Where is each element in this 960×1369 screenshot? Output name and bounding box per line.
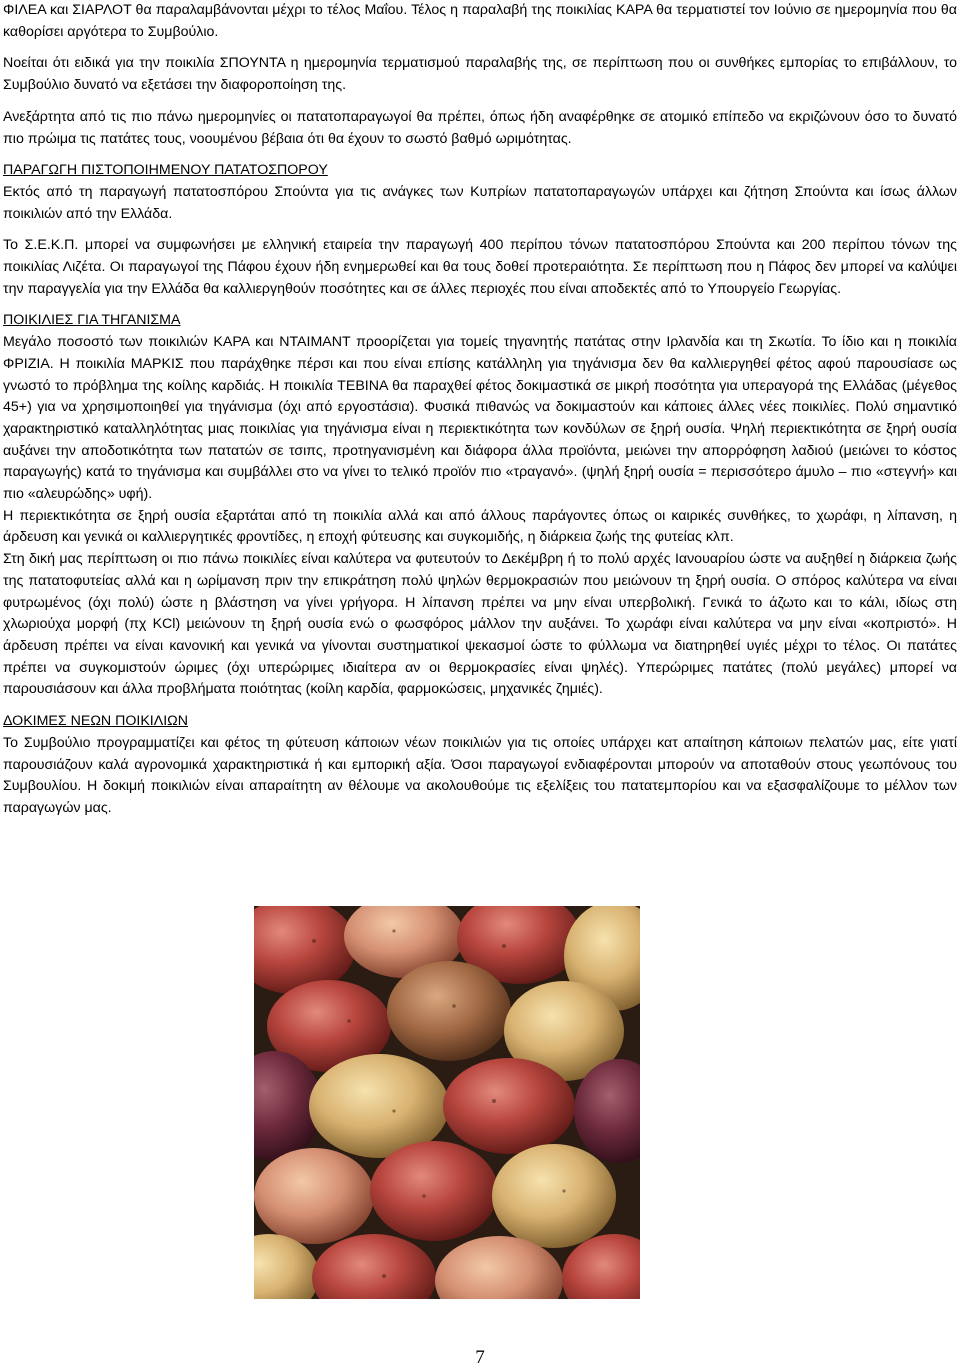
section-frying-varieties xyxy=(3,310,957,701)
section-paragraph: Εκτός από τη παραγωγή πατατοσπόρου Σπούντα για τις ανάγκες των Κυπρίων πατατοπαραγωγών υπάρχει και ζήτηση Σπούντα και ίσως άλλων ποικιλιών από την Ελλάδα. xyxy=(3,183,957,222)
section-heading: ΠΟΙΚΙΛΙΕΣ ΓΙΑ ΤΗΓΑΝΙΣΜΑ xyxy=(3,312,181,329)
section-paragraph: Στη δική μας περίπτωση οι πιο πάνω ποικιλίες είναι καλύτερα να φυτευτούν το Δεκέμβρη ή το πολύ αρχές Ιανουαρίου ώστε να αυξηθεί η διάρκεια ζωής της πατατοφυτείας αλλά και η ωρίμανση πριν την επικράτηση πολύ ψηλών θερμοκρασιών που μειώνουν τη ξηρή ουσία. Ο σπόρος καλύτερα να είναι φυτρωμένος (όχι πολύ) ώστε η βλάστηση να γίνει γρήγορα. Η λίπανση πρέπει να μην είναι υπερβολική. Γενικά το άζωτο και το κάλι, ιδίως στη χλωριούχα μορφή (πχ KCl) μειώνουν τη ξηρή ουσία ενώ ο φωσφόρος μάλλον την αυξάνει. Το χωράφι είναι καλύτερα να μην είναι «κοπριστό». Η άρδευση πρέπει να είναι κανονική και γενικά να γίνονται συστηματικοί ψεκασμοί ώστε το φύλλωμα να διατηρηθεί υγιές μέχρι το τέλος. Οι πατάτες πρέπει να συγκομιστούν ώριμες (όχι υπερώριμες ιδιαίτερα αν οι θερμοκρασίες είναι ψηλές). Υπερώριμες πατάτες (πολύ μεγάλες) μπορεί να παρουσιάσουν και άλλα προβλήματα ποιότητας (κοίλη καρδία, φαρμοκώσεις, μηχανικές ζημιές). xyxy=(3,551,957,698)
section-heading: ΠΑΡΑΓΩΓΗ ΠΙΣΤΟΠΟΙΗΜΕΝΟΥ ΠΑΤΑΤΟΣΠΟΡΟΥ xyxy=(3,162,328,179)
paragraph-early-harvest: Ανεξάρτητα από τις πιο πάνω ημερομηνίες οι πατατοπαραγωγοί θα πρέπει, όπως ήδη αναφέρθηκε σε ατομικό επίπεδο να εκριζώνουν όσο το δυνατό πιο πρώιμα τις πατάτες τους, νοουμένου βέβαια ότι θα έχουν το σωστό βαθμό ωριμότητας. xyxy=(3,108,957,147)
section-paragraph: Η περιεκτικότητα σε ξηρή ουσία εξαρτάται από τη ποικιλία αλλά και από άλλους παράγοντες όπως οι καιρικές συνθήκες, το χωράφι, η λίπανση, η άρδευση και γενικά οι καλλιεργητικές φροντίδες, η εποχή φύτευσης και συγκομιδής, η διάρκεια ζωής της φυτείας κλπ. xyxy=(3,507,957,546)
paragraph-spounta-note: Νοείται ότι ειδικά για την ποικιλία ΣΠΟΥΝΤΑ η ημερομηνία τερματισμού παραλαβής της, σε περίπτωση που οι συνθήκες εμπορίας το επιβάλλουν, το Συμβούλιο δυνατό να εξετάσει την διαφοροποίηση της. xyxy=(3,55,957,94)
potatoes-illustration xyxy=(254,906,640,1299)
potatoes-photo xyxy=(254,906,640,1299)
document-page xyxy=(3,0,957,820)
section-certified-seed xyxy=(3,160,957,300)
section-paragraph: Το Σ.Ε.Κ.Π. μπορεί να συμφωνήσει με ελληνική εταιρεία την παραγωγή 400 περίπου τόνων πατατοσπόρου Σπούντα και 200 περίπου τόνων της ποικιλίας Λιζέτα. Οι παραγωγοί της Πάφου έχουν ήδη ενημερωθεί και θα τους δοθεί προτεραιότητα. Σε περίπτωση που η Πάφος δεν μπορεί να καλύψει την παραγγελία για την Ελλάδα θα καλλιεργηθούν ποσότητες και σε άλλες περιοχές που είναι αποδεκτές από το Υπουργείο Γεωργίας. xyxy=(3,237,957,297)
section-new-variety-trials xyxy=(3,711,957,820)
section-heading: ΔΟΚΙΜΕΣ ΝΕΩΝ ΠΟΙΚΙΛΙΩΝ xyxy=(3,713,189,730)
paragraph-receiving-dates: ΦΙΛΕΑ και ΣΙΑΡΛΟΤ θα παραλαμβάνονται μέχρι το τέλος Μαΐου. Τέλος η παραλαβή της ποικιλίας ΚΑΡΑ θα τερματιστεί τον Ιούνιο σε ημερομηνία που θα καθορίσει αργότερα το Συμβούλιο. xyxy=(3,2,957,40)
section-paragraph: Μεγάλο ποσοστό των ποικιλιών ΚΑΡΑ και ΝΤΑΙΜΑΝΤ προορίζεται για τομείς τηγανητής πατάτας στην Ιρλανδία και τη Σκωτία. Το ίδιο και η ποικιλία ΦΡΙΖΙΑ. Η ποικιλία ΜΑΡΚΙΣ που παράχθηκε πέρσι και που είναι επίσης κατάλληλη για τηγάνισμα δεν θα καλλιεργηθεί φέτος αφού παρουσίασε ως γνωστό το πρόβλημα της κοίλης καρδιάς. Η ποικιλία ΤΕΒΙΝΑ θα παραχθεί φέτος δοκιμαστικά σε μικρή ποσότητα για υπεραγορά της Ελλάδας (μέγεθος 45+) για να χρησιμοποιηθεί για τηγάνισμα (όχι από εργοστάσια). Φυσικά πιθανώς να δοκιμαστούν και κάποιες άλλες νέες ποικιλίες. Πολύ σημαντικό χαρακτηριστικό καταλληλότητας μιας ποικιλίας για τηγάνισμα είναι η περιεκτικότητα των κονδύλων σε ξηρή ουσία. Ψηλή περιεκτικότητα σε ξηρή ουσία αυξάνει την αποδοτικότητα των πατατών σε τσιπς, προτηγανισμένη και διάφορα άλλα προϊόντα, μειώνει την απορρόφηση λαδιού (μειώνει το κόστος παραγωγής) κατά το τηγάνισμα και συμβάλλει στο να γίνει το τελικό προϊόν πιο «τραγανό». (ψηλή ξηρή ουσία = περισσότερο άμυλο – πιο «στεγνή» και πιο «αλευρώδης» υφή). xyxy=(3,334,957,503)
page-number: 7 xyxy=(475,1347,485,1368)
section-paragraph: Το Συμβούλιο προγραμματίζει και φέτος τη φύτευση κάποιων νέων ποικιλιών για τις οποίες υπάρχει κατ απαίτηση κάποιων πελατών μας, είτε γιατί παρουσιάζουν καλά αγρονομικά χαρακτηριστικά ή και εμπορική αξία. Όσοι παραγωγοί ενδιαφέρονται μπορούν να αποταθούν στους γεωπόνους του Συμβουλίου. Η δοκιμή ποικιλιών είναι απαραίτητη αν θέλουμε να ακολουθούμε τις εξελίξεις του πατατεμπορίου και να εξασφαλίζουμε το μέλλον των παραγωγών μας. xyxy=(3,734,957,816)
